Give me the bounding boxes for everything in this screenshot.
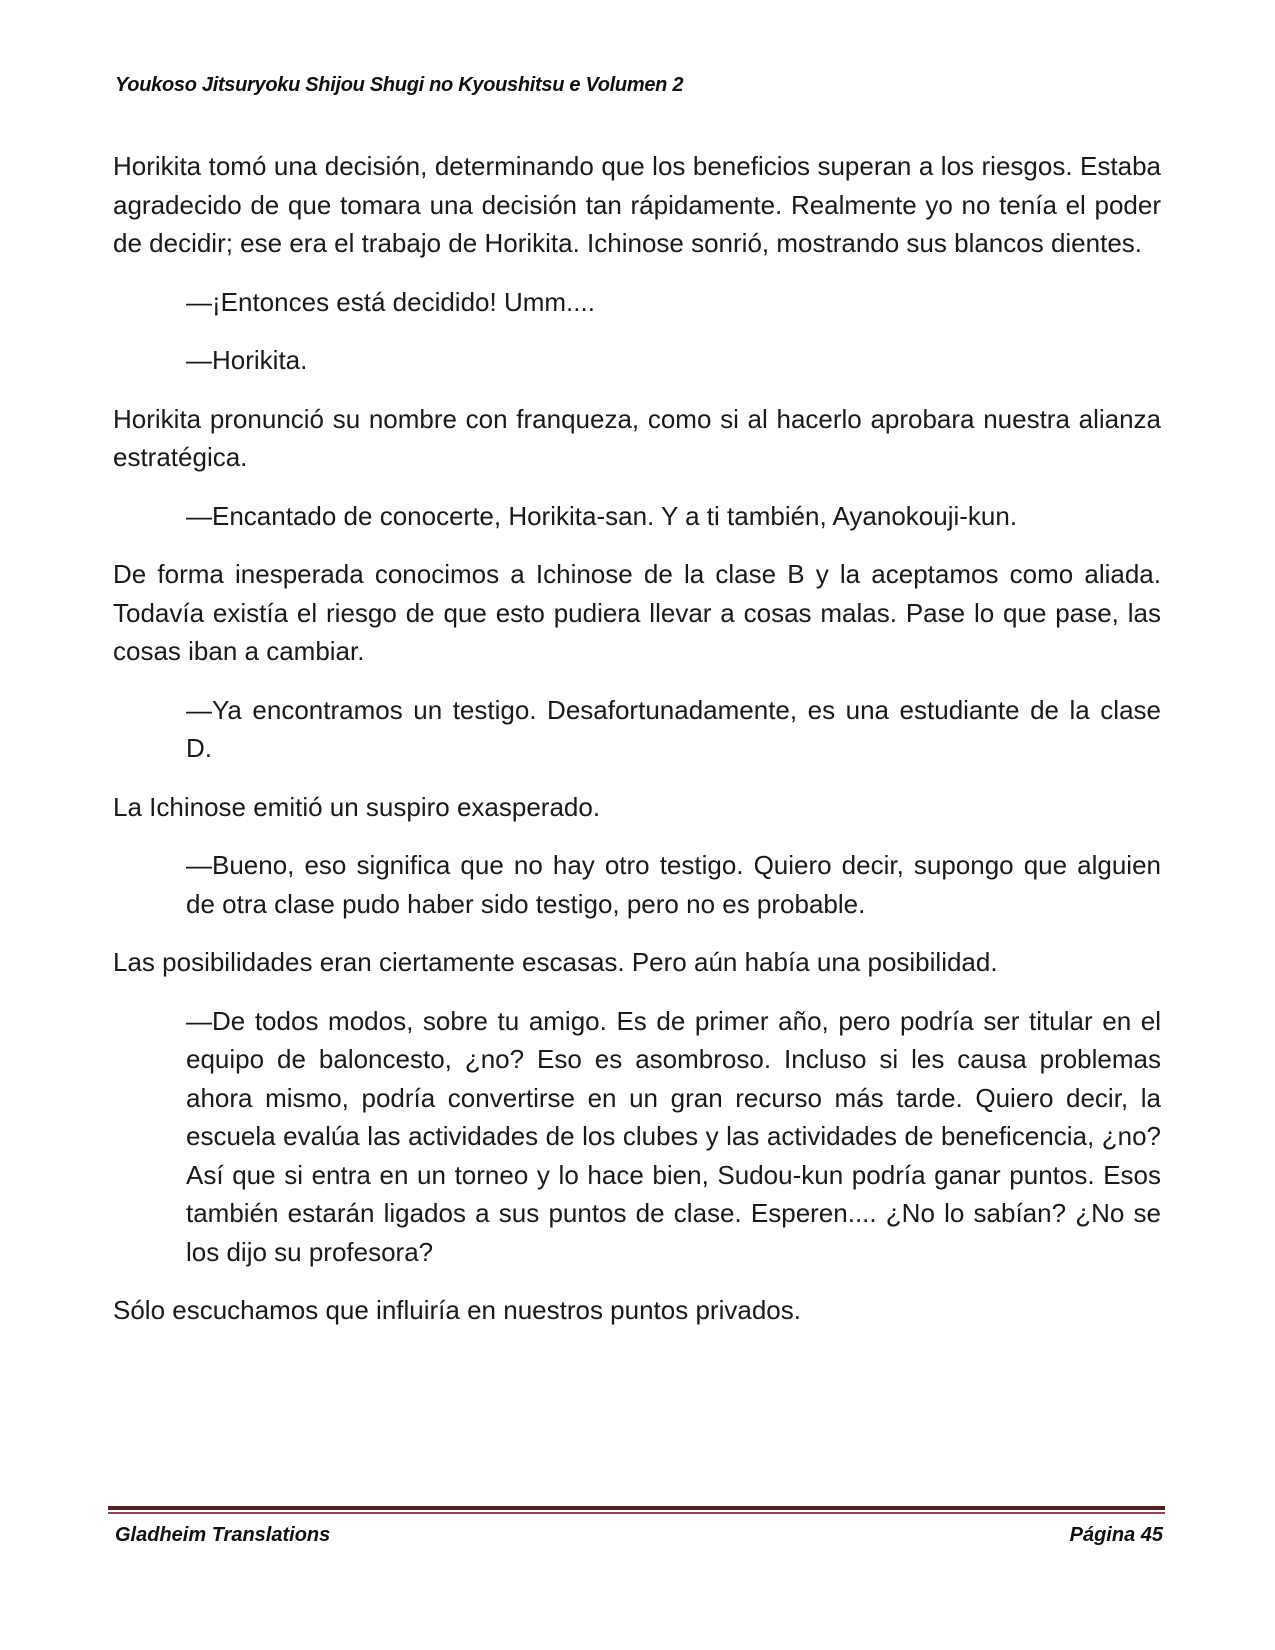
paragraph: Horikita pronunció su nombre con franqueza, como si al hacerlo aprobara nuestra alianza estratégica. — [113, 403, 1161, 472]
dialog-line: —Ya encontramos un testigo. Desafortunadamente, es una estudiante de la clase D. — [186, 694, 1161, 763]
dialog-line: —Bueno, eso significa que no hay otro testigo. Quiero decir, supongo que alguien de otra clase pudo haber sido testigo, pero no es probable. — [186, 850, 1161, 919]
dialog-line: —Horikita. — [186, 345, 308, 375]
dialog-line: —¡Entonces está decidido! Umm.... — [186, 286, 595, 317]
paragraph: Las posibilidades eran ciertamente escasas. Pero aún había una posibilidad. — [113, 947, 998, 977]
dialog-line: —Encantado de conocerte, Horikita-san. Y a ti también, Ayanokouji-kun. — [186, 500, 1018, 531]
dialog-line: —De todos modos, sobre tu amigo. Es de primer año, pero podría ser titular en el equipo de baloncesto, ¿no? Eso es asombroso. Incluso si les causa problemas ahora mismo, podría convertirse en un gran recurso más tarde. Quiero decir, la escuela evalúa las actividades de los clubes y las actividades de beneficencia, ¿no? Así que si entra en un torneo y lo hace bien, Sudou-kun podría ganar puntos. Esos también estarán ligados a sus puntos de clase. Esperen.... ¿No lo sabían? ¿No se los dijo su profesora? — [186, 1005, 1161, 1267]
paragraph: La Ichinose emitió un suspiro exasperado. — [113, 791, 601, 822]
paragraph: De forma inesperada conocimos a Ichinose de la clase B y la aceptamos como aliada. Todavía existía el riesgo de que esto pudiera llevar a cosas malas. Pase lo que pase, las cosas iban a cambiar. — [113, 559, 1161, 666]
footer-divider-thin — [108, 1512, 1165, 1514]
page-body — [113, 147, 1161, 1350]
running-header: Youkoso Jitsuryoku Shijou Shugi no Kyoushitsu e Volumen 2 — [115, 74, 684, 96]
footer-credit: Gladheim Translations — [115, 1524, 331, 1546]
page-number: Página 45 — [1069, 1524, 1163, 1546]
paragraph: Horikita tomó una decisión, determinando que los beneficios superan a los riesgos. Estaba agradecido de que tomara una decisión tan rápidamente. Realmente yo no tenía el poder de decidir; ese era el trabajo de Horikita. Ichinose sonrió, mostrando sus blancos dientes. — [113, 151, 1161, 258]
footer-divider — [108, 1506, 1165, 1510]
paragraph: Sólo escuchamos que influiría en nuestros puntos privados. — [113, 1295, 801, 1325]
